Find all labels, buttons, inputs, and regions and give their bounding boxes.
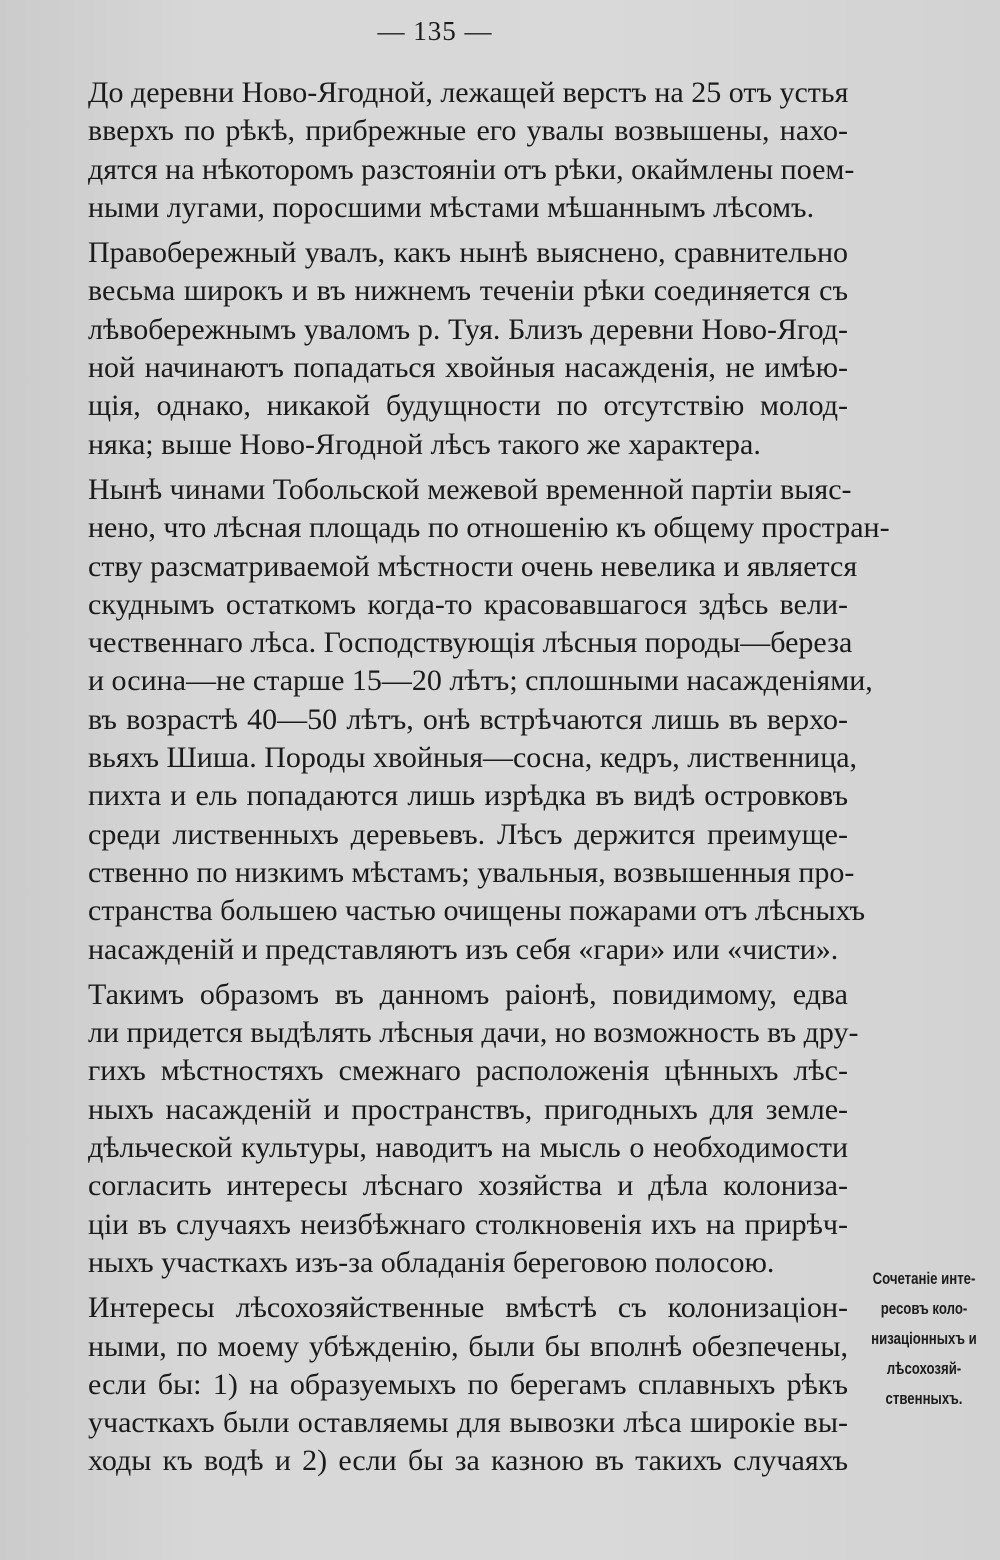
- text-line: чественнаго лѣса. Господствующія лѣсныя породы—береза: [88, 626, 853, 660]
- text-line: До деревни Ново-Ягодной, лежащей верстъ на 25 отъ устья: [88, 76, 849, 109]
- text-line: ли придется выдѣлять лѣсныя дачи, но возможность въ дру-: [88, 1016, 859, 1050]
- margin-note-line: ственныхъ.: [885, 1390, 963, 1408]
- text-line: ными, по моему убѣжденію, были бы вполнѣ обезпечены,: [88, 1329, 848, 1363]
- text-line: ной начинаютъ попадаться хвойныя насажденія, не имѣю-: [88, 351, 848, 385]
- text-line: Нынѣ чинами Тобольской межевой временной партіи выяс-: [88, 472, 852, 506]
- text-line: если бы: 1) на образуемыхъ по берегамъ сплавныхъ рѣкъ: [88, 1367, 848, 1401]
- text-line: и осина—не старше 15—20 лѣтъ; сплошными насажденіями,: [88, 664, 873, 698]
- text-line: весьма широкъ и въ нижнемъ теченіи рѣки соединяется съ: [88, 274, 848, 308]
- margin-note-line: ресовъ коло-: [880, 1300, 968, 1318]
- text-line: пихта и ель попадаются лишь изрѣдка въ видѣ островковъ: [88, 779, 848, 813]
- text-line: ственно по низкимъ мѣстамъ; увальныя, возвышенныя про-: [88, 855, 855, 889]
- text-line: въ возрастѣ 40—50 лѣтъ, онѣ встрѣчаются лишь въ верхо-: [88, 702, 848, 736]
- text-line: ныхъ участкахъ изъ-за обладанія береговою полосою.: [88, 1245, 775, 1279]
- page-number: — 135 —: [377, 16, 493, 46]
- text-line: Правобережный увалъ, какъ нынѣ выяснено, сравнительно: [88, 236, 848, 270]
- text-line: гихъ мѣстностяхъ смежнаго расположенія цѣнныхъ лѣс-: [88, 1054, 848, 1088]
- margin-note: [858, 1264, 990, 1414]
- paragraph: [66, 1289, 848, 1480]
- text-line: ству разсматриваемой мѣстности очень невелика и является: [88, 549, 858, 583]
- text-line: скуднымъ остаткомъ когда-то красовавшагося здѣсь вели-: [88, 587, 848, 621]
- text-line: насажденій и представляютъ изъ себя «гари» или «чисти».: [88, 932, 839, 966]
- text-line: согласить интересы лѣснаго хозяйства и дѣла колониза-: [88, 1169, 848, 1203]
- paragraph: [66, 471, 890, 969]
- text-line: вверхъ по рѣкѣ, прибрежные его увалы возвышены, нахо-: [88, 114, 848, 148]
- main-text-column: [66, 74, 890, 1488]
- text-line: ходы къ водѣ и 2) если бы за казною въ такихъ случаяхъ: [88, 1444, 848, 1478]
- text-line: няка; выше Ново-Ягодной лѣсъ такого же характера.: [88, 427, 761, 461]
- text-line: нено, что лѣсная площадь по отношенію къ общему простран-: [88, 511, 890, 545]
- paragraph: [66, 234, 848, 464]
- text-line: щія, однако, никакой будущности по отсутствію молод-: [88, 389, 848, 423]
- text-line: странства большею частью очищены пожарами отъ лѣсныхъ: [88, 894, 866, 928]
- text-line: ными лугами, поросшими мѣстами мѣшаннымъ лѣсомъ.: [88, 190, 815, 224]
- text-line: ныхъ насажденій и пространствъ, пригодныхъ для земле-: [88, 1092, 848, 1126]
- margin-note-line: Сочетаніе инте-: [872, 1270, 976, 1288]
- text-line: Интересы лѣсохозяйственные вмѣстѣ съ колонизаціон-: [88, 1291, 848, 1325]
- text-line: вьяхъ Шиша. Породы хвойныя—сосна, кедръ, лиственница,: [88, 741, 858, 775]
- text-line: лѣвобережнымъ уваломъ р. Туя. Близъ деревни Ново-Ягод-: [88, 312, 848, 346]
- margin-note-line: лѣсохозяй-: [886, 1360, 962, 1378]
- margin-note-line: низаціонныхъ и: [871, 1330, 977, 1348]
- text-line: среди лиственныхъ деревьевъ. Лѣсъ держится преимуще-: [88, 817, 848, 851]
- paragraph: [66, 74, 855, 227]
- paragraph: [66, 976, 859, 1282]
- text-line: Такимъ образомъ въ данномъ раіонѣ, повидимому, едва: [88, 977, 848, 1011]
- text-line: участкахъ были оставляемы для вывозки лѣса широкіе вы-: [88, 1406, 848, 1440]
- text-line: дятся на нѣкоторомъ разстояніи отъ рѣки, окаймлены поем-: [88, 152, 855, 186]
- text-line: дѣльческой культуры, наводитъ на мысль о необходимости: [88, 1131, 848, 1165]
- text-line: ціи въ случаяхъ неизбѣжнаго столкновенія ихъ на прирѣч-: [88, 1207, 848, 1241]
